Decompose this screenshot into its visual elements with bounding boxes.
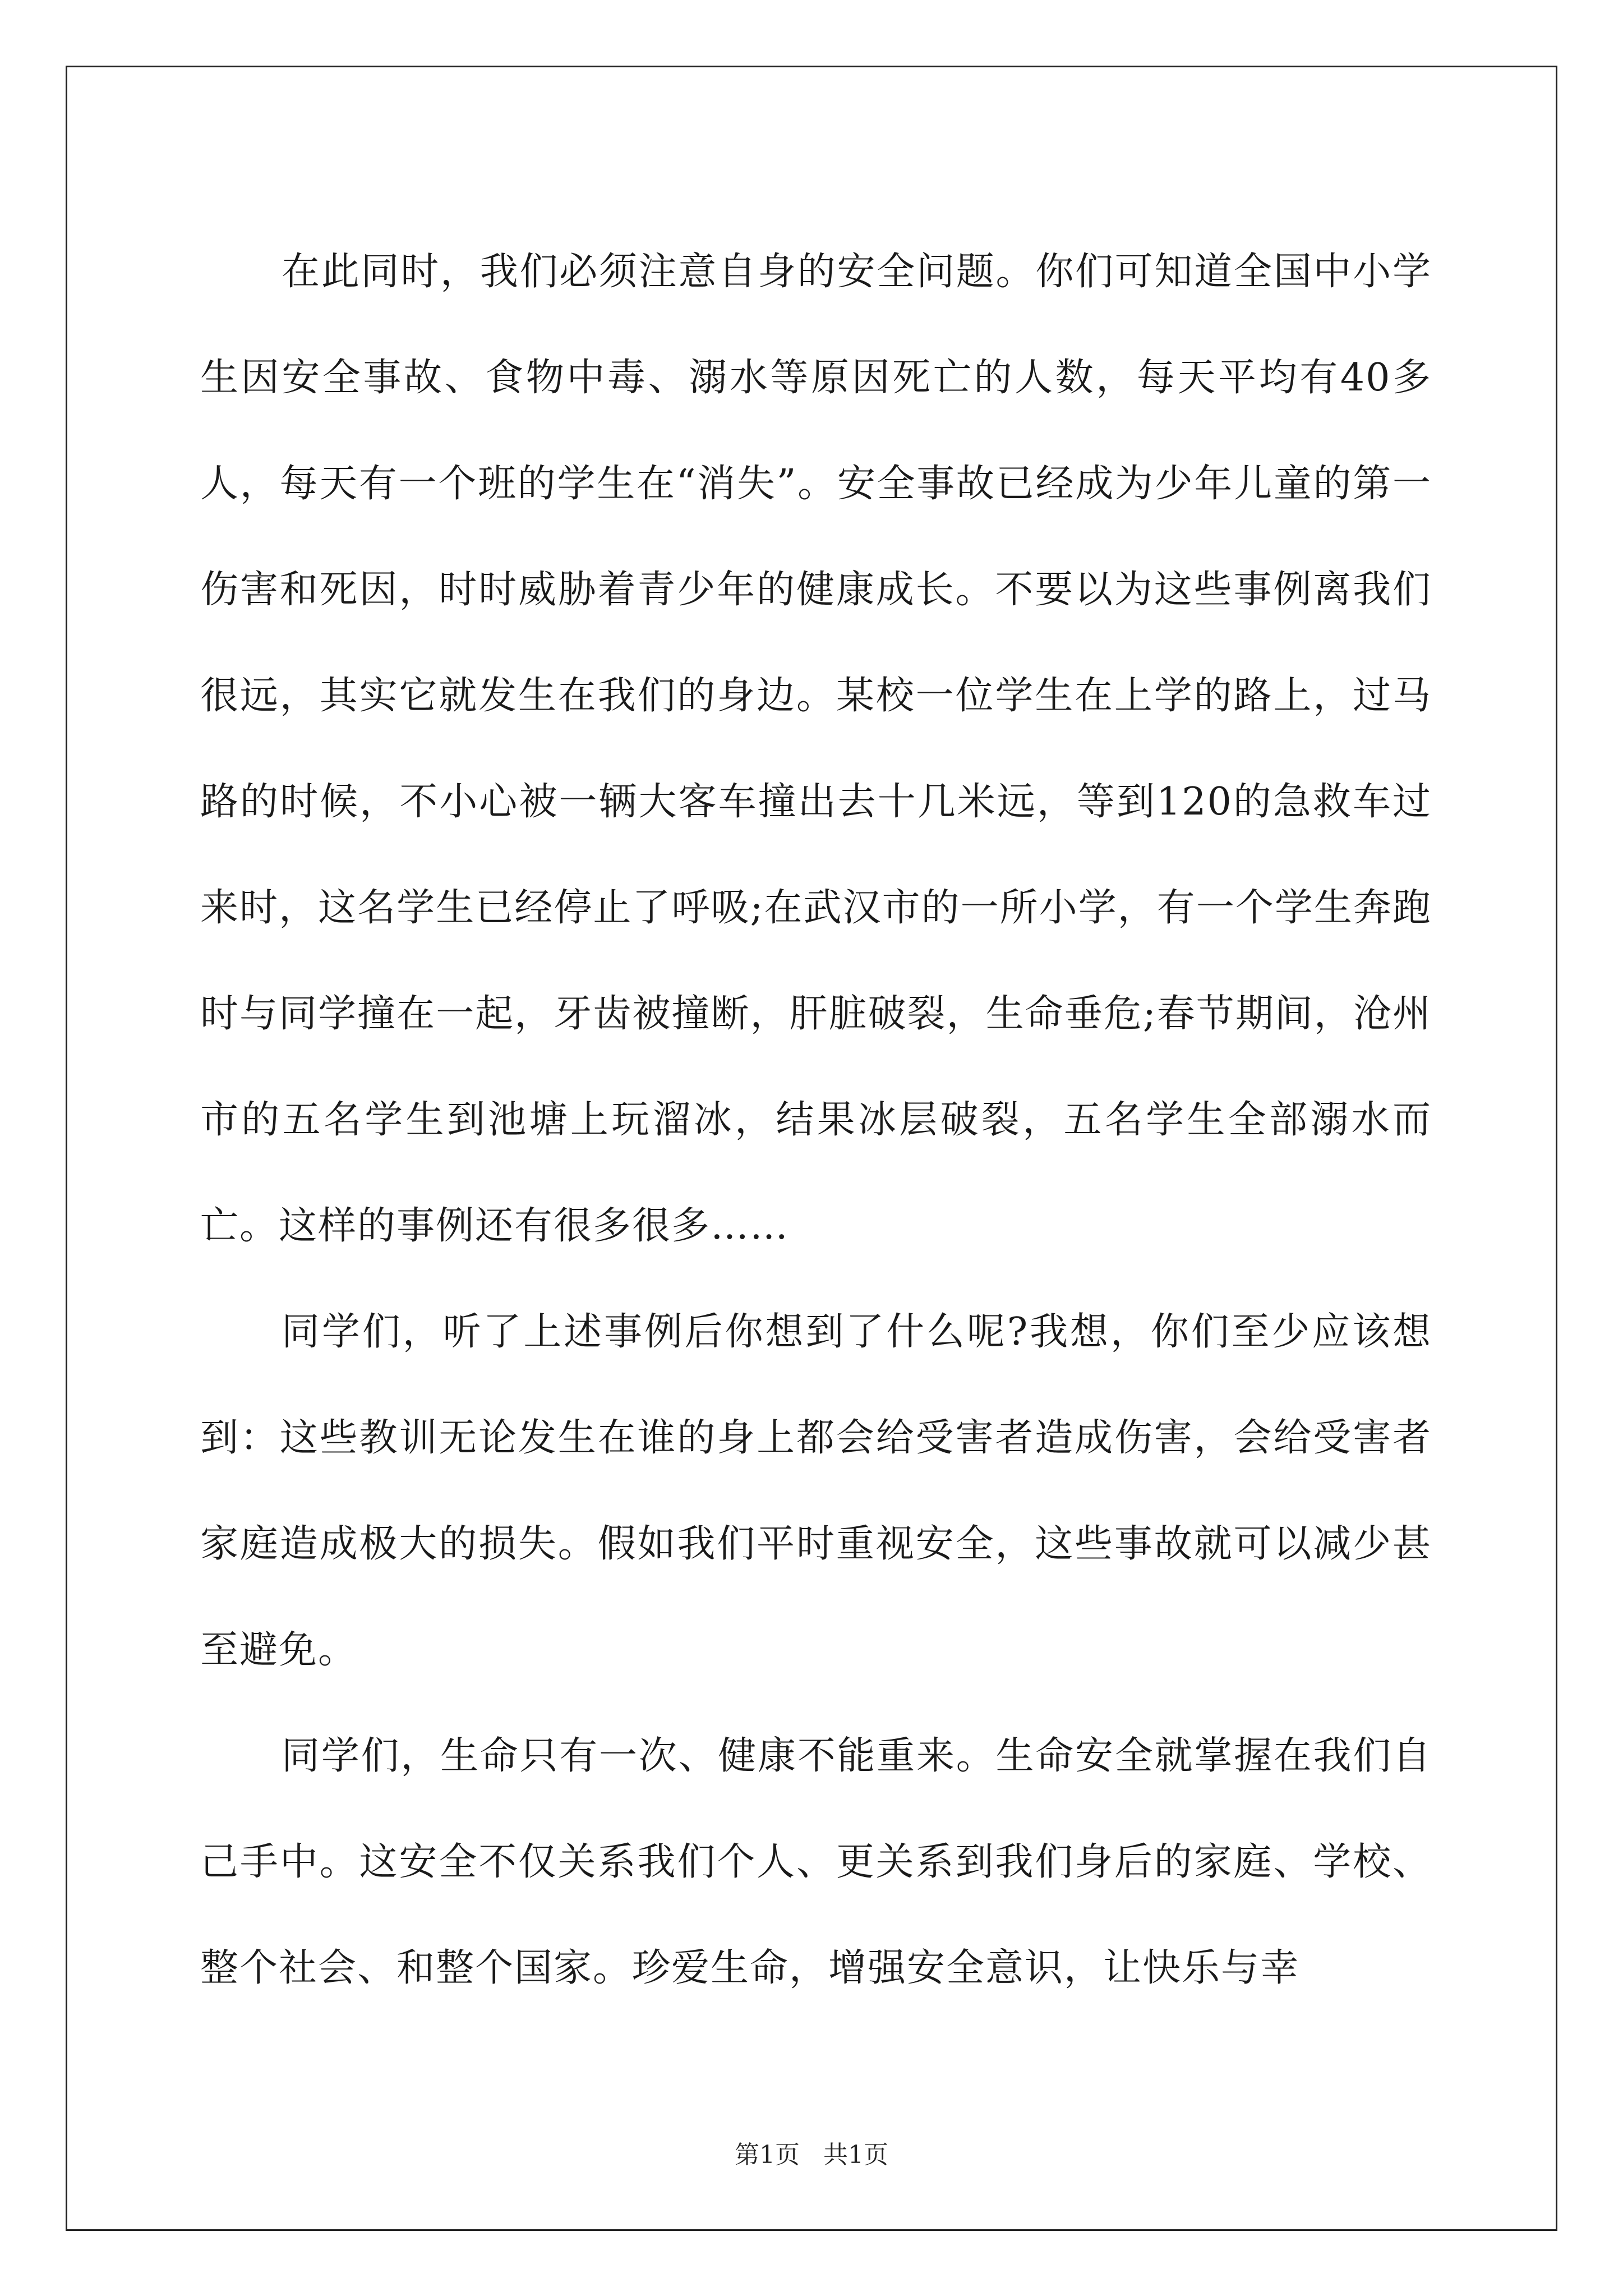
- page-footer: 第1页 共1页: [735, 2141, 888, 2169]
- paragraph-2: 同学们，听了上述事例后你想到了什么呢?我想，你们至少应该想到：这些教训无论发生在谁的身上都会给受害者造成伤害，会给受害者家庭造成极大的损失。假如我们平时重视安全，这些事故就可以减少甚至避免。: [200, 1310, 1432, 1672]
- paragraph-1: 在此同时，我们必须注意自身的安全问题。你们可知道全国中小学生因安全事故、食物中毒、溺水等原因死亡的人数，每天平均有40多人，每天有一个班的学生在“消失”。安全事故已经成为少年儿童的第一伤害和死因，时时威胁着青少年的健康成长。不要以为这些事例离我们很远，其实它就发生在我们的身边。某校一位学生在上学的路上，过马路的时候，不小心被一辆大客车撞出去十几米远，等到120的急救车过来时，这名学生已经停止了呼吸;在武汉市的一所小学，有一个学生奔跑时与同学撞在一起，牙齿被撞断，肝脏破裂，生命垂危;春节期间，沧州市的五名学生到池塘上玩溜冰，结果冰层破裂，五名学生全部溺水而亡。这样的事例还有很多很多……: [200, 250, 1432, 1248]
- document-body: [200, 219, 1432, 2021]
- paragraph-3: 同学们，生命只有一次、健康不能重来。生命安全就掌握在我们自己手中。这安全不仅关系我们个人、更关系到我们身后的家庭、学校、整个社会、和整个国家。珍爱生命，增强安全意识，让快乐与幸: [200, 1734, 1432, 1990]
